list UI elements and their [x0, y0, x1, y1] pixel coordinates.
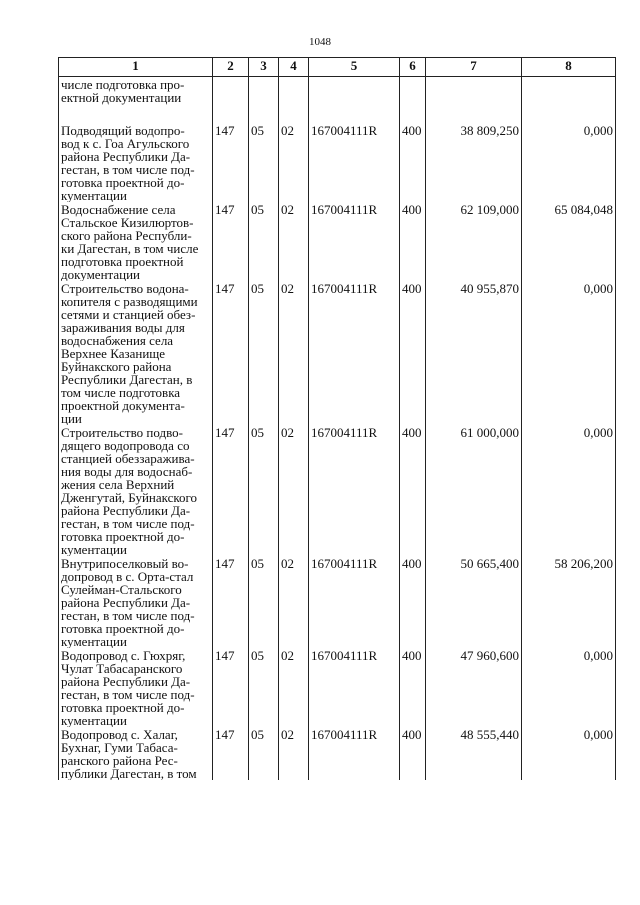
amount-year-2: 0,000 [522, 425, 616, 556]
target-article: 167004111R [309, 727, 400, 780]
expense-type: 400 [400, 202, 426, 281]
amount-year-1: 50 665,400 [426, 556, 522, 648]
expense-type: 400 [400, 123, 426, 202]
col-header-2: 2 [213, 58, 249, 77]
admin-code: 147 [213, 727, 249, 780]
amount-year-1: 48 555,440 [426, 727, 522, 780]
table-row [59, 648, 616, 727]
admin-code: 147 [213, 425, 249, 556]
amount-year-2: 65 084,048 [522, 202, 616, 281]
header-row [59, 58, 616, 77]
expense-type: 400 [400, 425, 426, 556]
table-body [59, 77, 616, 781]
table-row [59, 281, 616, 425]
row-name: Водопровод с. Гюхряг, Чулат Табасаранского района Республики Да- гестан, в том числе под- готовка проектной до- кументации [59, 648, 213, 727]
amount-year-1: 47 960,600 [426, 648, 522, 727]
subsection: 02 [279, 281, 309, 425]
subsection: 02 [279, 727, 309, 780]
admin-code: 147 [213, 202, 249, 281]
subsection: 02 [279, 202, 309, 281]
table-row [59, 202, 616, 281]
amount-year-1: 38 809,250 [426, 123, 522, 202]
target-article [309, 77, 400, 124]
admin-code: 147 [213, 281, 249, 425]
target-article: 167004111R [309, 202, 400, 281]
table-row [59, 77, 616, 124]
amount-year-1: 61 000,000 [426, 425, 522, 556]
row-name: Водоснабжение села Стальское Кизилюртов- ского района Республи- ки Дагестан, в том числе подготовка проектной документации [59, 202, 213, 281]
amount-year-2: 58 206,200 [522, 556, 616, 648]
target-article: 167004111R [309, 556, 400, 648]
row-name: Строительство подво- дящего водопровода со станцией обеззаражива- ния воды для водоснаб- жения села Верхний Дженгутай, Буйнакского района Республики Да- гестан, в том числе под- готовка проектной до- кументации [59, 425, 213, 556]
amount-year-2 [522, 77, 616, 124]
target-article: 167004111R [309, 425, 400, 556]
section [249, 77, 279, 124]
table-row [59, 556, 616, 648]
row-name: Внутрипоселковый во- допровод в с. Орта-стал Сулейман-Стальского района Республики Да- гестан, в том числе под- готовка проектной до- кументации [59, 556, 213, 648]
target-article: 167004111R [309, 648, 400, 727]
subsection [279, 77, 309, 124]
subsection: 02 [279, 425, 309, 556]
amount-year-2: 0,000 [522, 727, 616, 780]
table-row [59, 727, 616, 780]
col-header-4: 4 [279, 58, 309, 77]
section: 05 [249, 425, 279, 556]
admin-code: 147 [213, 556, 249, 648]
amount-year-1: 40 955,870 [426, 281, 522, 425]
target-article: 167004111R [309, 123, 400, 202]
expense-type: 400 [400, 727, 426, 780]
subsection: 02 [279, 648, 309, 727]
subsection: 02 [279, 556, 309, 648]
col-header-8: 8 [522, 58, 616, 77]
row-name: Строительство водона- копителя с разводящими сетями и станцией обез- зараживания воды для водоснабжения села Верхнее Казанище Буйнакского района Республики Дагестан, в том числе подготовка проектной документа- ции [59, 281, 213, 425]
section: 05 [249, 648, 279, 727]
subsection: 02 [279, 123, 309, 202]
col-header-1: 1 [59, 58, 213, 77]
section: 05 [249, 281, 279, 425]
admin-code: 147 [213, 123, 249, 202]
expense-type: 400 [400, 556, 426, 648]
budget-table [58, 57, 616, 780]
section: 05 [249, 202, 279, 281]
expense-type [400, 77, 426, 124]
col-header-7: 7 [426, 58, 522, 77]
amount-year-2: 0,000 [522, 648, 616, 727]
col-header-6: 6 [400, 58, 426, 77]
admin-code [213, 77, 249, 124]
amount-year-2: 0,000 [522, 281, 616, 425]
amount-year-2: 0,000 [522, 123, 616, 202]
section: 05 [249, 123, 279, 202]
expense-type: 400 [400, 648, 426, 727]
row-name: Подводящий водопро- вод к с. Гоа Агульского района Республики Да- гестан, в том числе под- готовка проектной до- кументации [59, 123, 213, 202]
target-article: 167004111R [309, 281, 400, 425]
page-number: 1048 [309, 36, 331, 48]
amount-year-1: 62 109,000 [426, 202, 522, 281]
expense-type: 400 [400, 281, 426, 425]
row-name: Водопровод с. Халаг, Бухнаг, Гуми Табаса- ранского района Рес- публики Дагестан, в том [59, 727, 213, 780]
section: 05 [249, 556, 279, 648]
col-header-5: 5 [309, 58, 400, 77]
table-row [59, 123, 616, 202]
table-row [59, 425, 616, 556]
section: 05 [249, 727, 279, 780]
admin-code: 147 [213, 648, 249, 727]
row-name: числе подготовка про- ектной документации [59, 77, 213, 124]
col-header-3: 3 [249, 58, 279, 77]
amount-year-1 [426, 77, 522, 124]
